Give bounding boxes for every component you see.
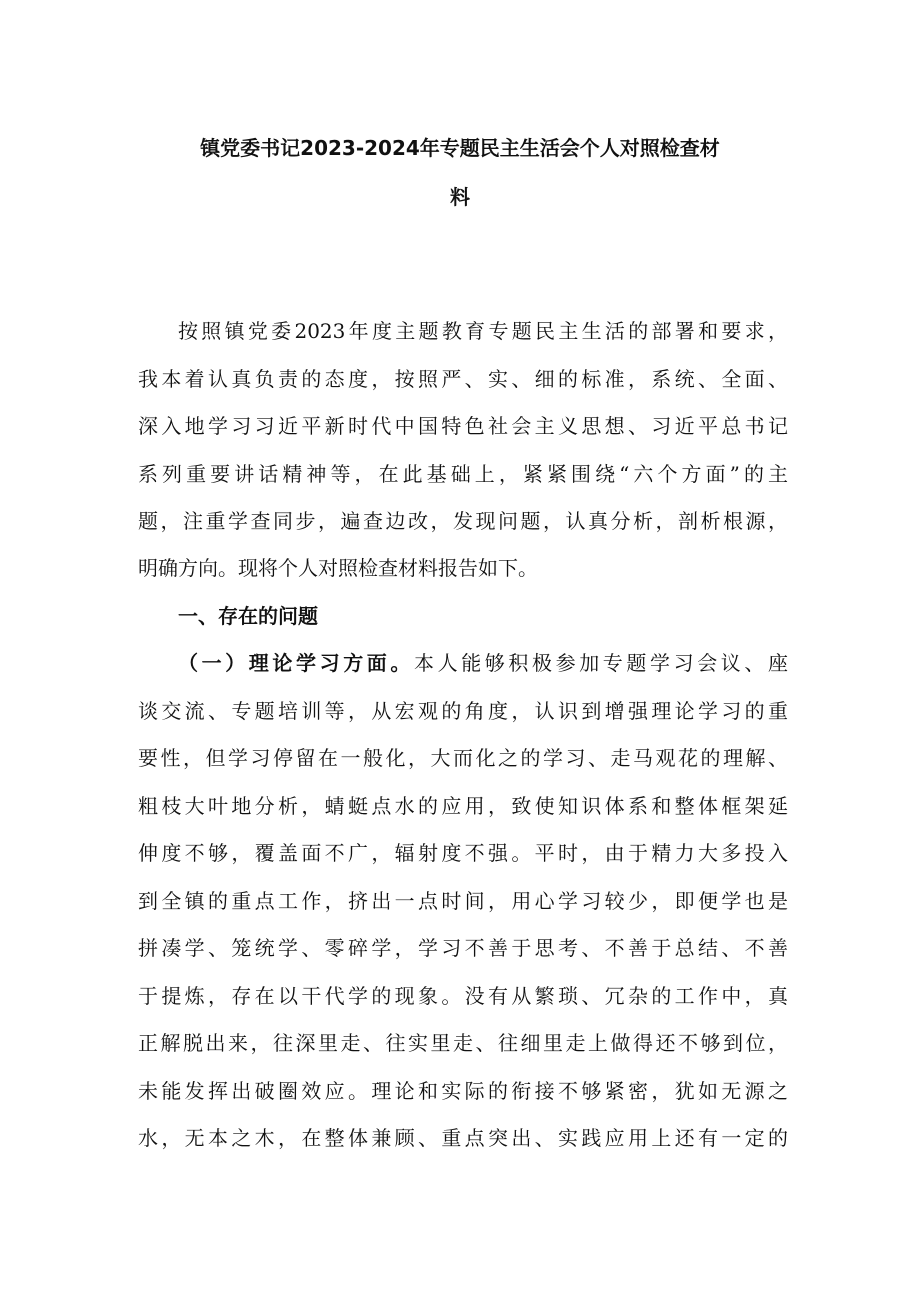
body-line: 到全镇的重点工作，挤出一点时间，用心学习较少，即便学也是 — [138, 889, 788, 913]
intro-line: 题，注重学查同步，遍查边改，发现问题，认真分析，剖析根源， — [138, 509, 788, 533]
body-line: 未能发挥出破圈效应。理论和实际的衔接不够紧密，犹如无源之 — [138, 1079, 788, 1103]
body-line: 粗枝大叶地分析，蜻蜓点水的应用，致使知识体系和整体框架延 — [138, 794, 788, 818]
body-line: 伸度不够，覆盖面不广，辐射度不强。平时，由于精力大多投入 — [138, 841, 788, 865]
intro-line: 按照镇党委2023年度主题教育专题民主生活的部署和要求， — [178, 319, 788, 343]
section-heading-problems: 一、存在的问题 — [178, 604, 318, 628]
body-line: 要性，但学习停留在一般化，大而化之的学习、走马观花的理解、 — [138, 746, 788, 770]
intro-line: 系列重要讲话精神等，在此基础上，紧紧围绕“六个方面”的主 — [138, 462, 788, 486]
document-title-line-2: 料 — [450, 185, 470, 209]
intro-line: 明确方向。现将个人对照检查材料报告如下。 — [138, 556, 538, 580]
body-line: 水，无本之木，在整体兼顾、重点突出、实践应用上还有一定的 — [138, 1126, 788, 1150]
document-title-line-1: 镇党委书记2023-2024年专题民主生活会个人对照检查材 — [200, 136, 720, 160]
subsection-heading-theory-study: （一）理论学习方面。 — [178, 651, 414, 675]
body-line: 于提炼，存在以干代学的现象。没有从繁琐、冗杂的工作中，真 — [138, 984, 788, 1008]
intro-line: 深入地学习习近平新时代中国特色社会主义思想、习近平总书记 — [138, 414, 788, 438]
intro-line: 我本着认真负责的态度，按照严、实、细的标准，系统、全面、 — [138, 367, 788, 391]
body-line: 谈交流、专题培训等，从宏观的角度，认识到增强理论学习的重 — [138, 699, 788, 723]
subsection-first-line-text: 本人能够积极参加专题学习会议、座 — [414, 651, 788, 675]
subsection-first-line — [178, 648, 788, 678]
body-line: 正解脱出来，往深里走、往实里走、往细里走上做得还不够到位， — [138, 1031, 788, 1055]
body-line: 拼凑学、笼统学、零碎学，学习不善于思考、不善于总结、不善 — [138, 936, 788, 960]
